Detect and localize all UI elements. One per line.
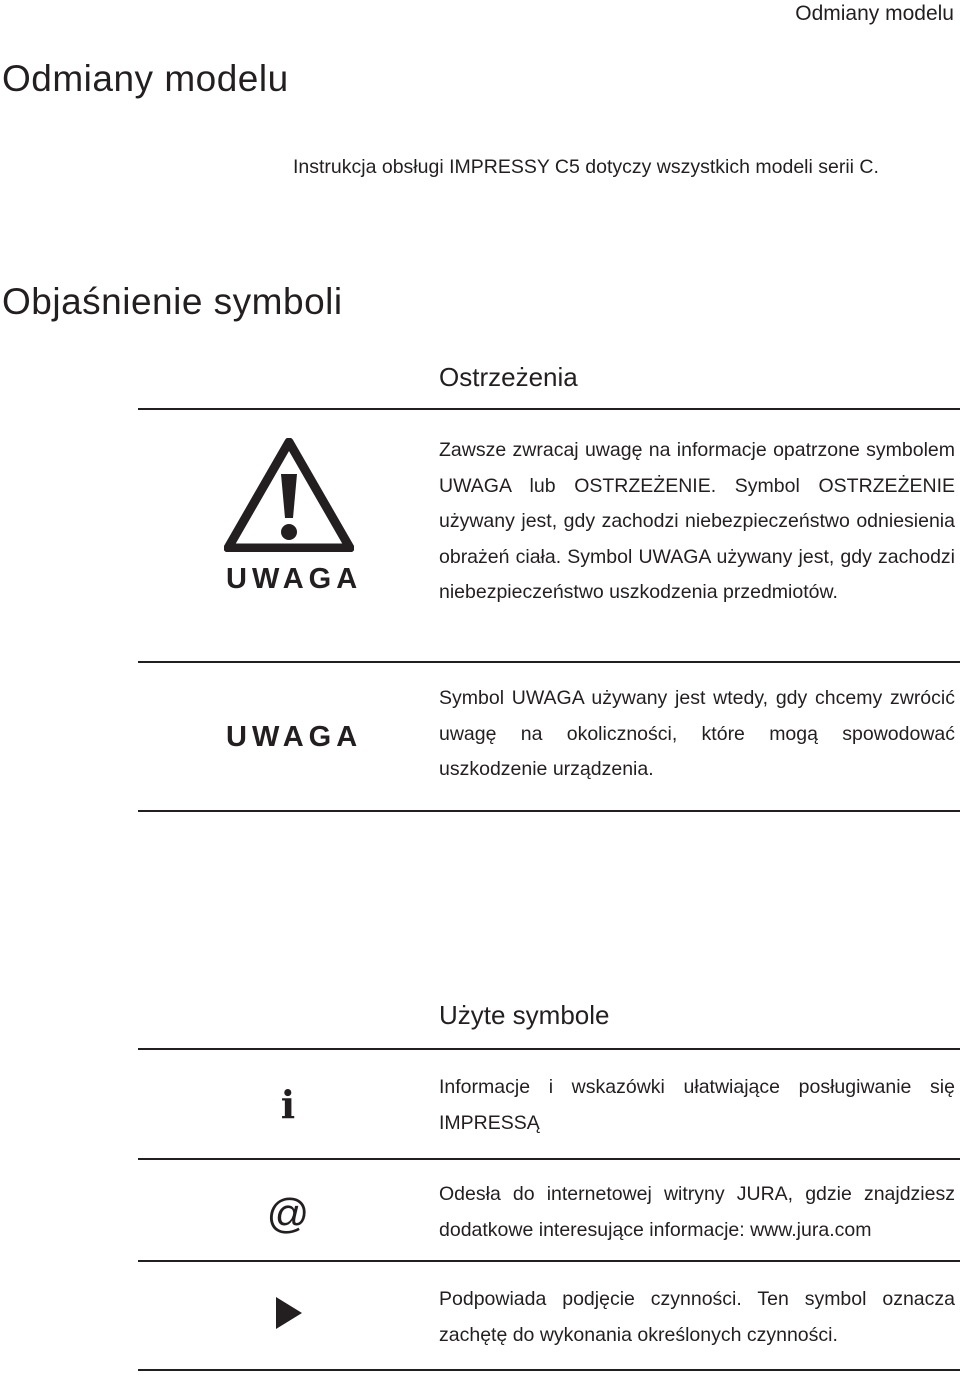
used-symbols-heading: Użyte symbole [439,1000,610,1030]
info-description: Informacje i wskazówki ułatwiające posługiwanie się IMPRESSĄ [439,1076,955,1134]
info-icon: i [280,1082,296,1127]
warning-description: Zawsze zwracaj uwagę na informacje opatrzone symbolem UWAGA lub OSTRZEŻENIE. Symbol OSTRZEŻENIE używany jest, gdy zachodzi niebezpieczeństwo odniesienia obrażeń ciała. Symbol UWAGA używany jest, gdy zachodzi niebezpieczeństwo uszkodzenia przedmiotów. [439,439,955,603]
warning-triangle-icon [224,438,354,552]
play-triangle-icon [238,1293,338,1333]
uwaga-description: Symbol UWAGA używany jest wtedy, gdy chcemy zwrócić uwagę na okoliczności, które mogą spowodować uszkodzenie urządzenia. [439,687,955,780]
divider [138,1048,960,1050]
divider [138,1158,960,1160]
action-prompt-description: Podpowiada podjęcie czynności. Ten symbol oznacza zachętę do wykonania określonych czynności. [439,1288,955,1346]
divider [138,1369,960,1371]
section-title-symbols: Objaśnienie symboli [2,281,343,322]
models-intro-text: Instrukcja obsługi IMPRESSY C5 dotyczy wszystkich modeli serii C. [293,156,879,178]
divider [138,1260,960,1262]
web-reference-description: Odesła do internetowej witryny JURA, gdzie znajdziesz dodatkowe interesujące informacje: www.jura.com [439,1183,955,1241]
warnings-heading: Ostrzeżenia [439,362,578,392]
section-title-models: Odmiany modelu [2,58,289,99]
divider [138,408,960,410]
uwaga-label: UWAGA [226,721,363,753]
divider [138,810,960,812]
uwaga-label: UWAGA [226,563,363,595]
divider [138,661,960,663]
at-sign-icon: @ [266,1190,310,1237]
running-header: Odmiany modelu [795,2,954,25]
